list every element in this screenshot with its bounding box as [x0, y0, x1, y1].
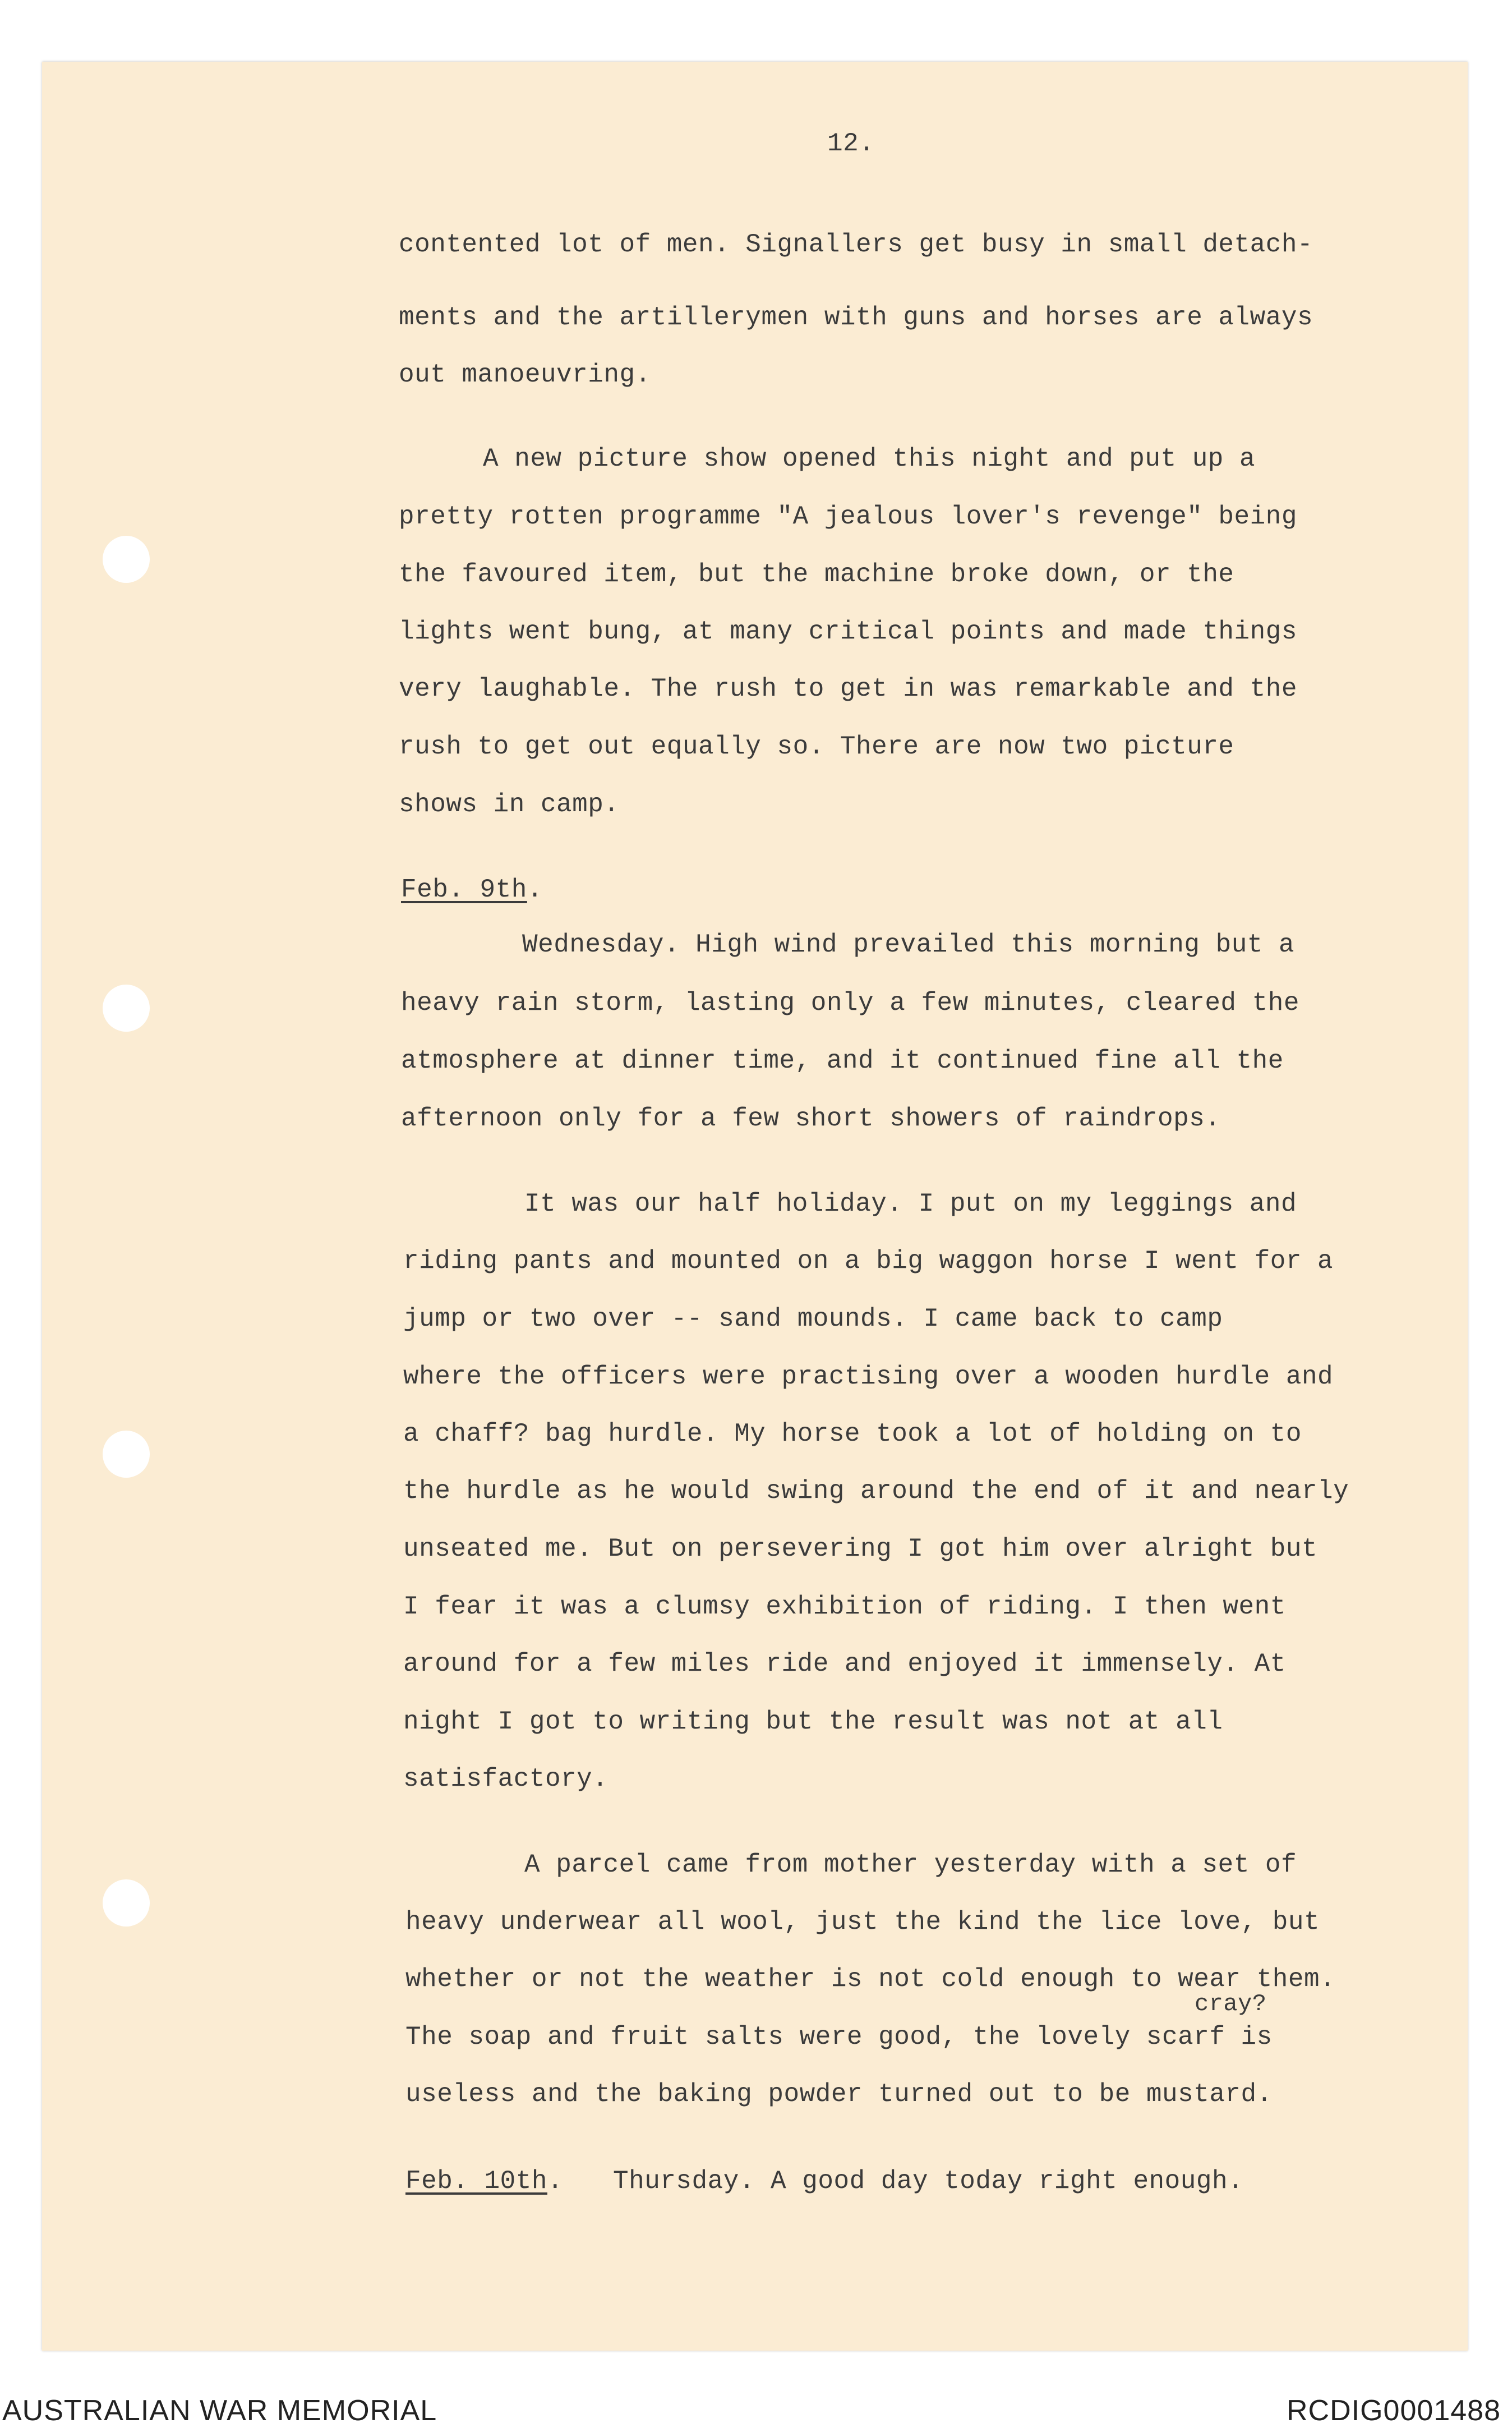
text-line: a chaff? bag hurdle. My horse took a lot of holding on to — [403, 1419, 1302, 1449]
record-id: RCDIG0001488 — [1287, 2394, 1501, 2427]
diary-date-heading: Feb. 10th. — [405, 2167, 564, 2196]
text-line: The soap and fruit salts were good, the lovely scarf is — [405, 2022, 1273, 2052]
text-line: around for a few miles ride and enjoyed it immensely. At — [403, 1649, 1286, 1679]
text-line: very laughable. The rush to get in was remarkable and the — [399, 674, 1297, 704]
text-line: whether or not the weather is not cold enough to wear them. — [405, 1965, 1336, 1994]
text-line: atmosphere at dinner time, and it continued fine all the — [401, 1046, 1284, 1075]
text-line: afternoon only for a few short showers of raindrops. — [401, 1104, 1221, 1133]
text-line: night I got to writing but the result was not at all — [403, 1707, 1223, 1736]
text-line: I fear it was a clumsy exhibition of riding. I then went — [403, 1592, 1286, 1621]
text-line: lights went bung, at many critical points and made things — [399, 617, 1297, 646]
text-line: pretty rotten programme "A jealous lover's revenge" being — [399, 502, 1297, 531]
text-line: ments and the artillerymen with guns and horses are always — [399, 303, 1313, 332]
diary-date-heading: Feb. 9th. — [401, 875, 543, 904]
punch-hole — [103, 985, 150, 1032]
text-line: the hurdle as he would swing around the end of it and nearly — [403, 1477, 1349, 1506]
text-line: jump or two over -- sand mounds. I came back to camp — [403, 1304, 1223, 1334]
punch-hole — [103, 1879, 150, 1927]
document-page — [42, 62, 1468, 2351]
text-line: A new picture show opened this night and put up a — [483, 444, 1256, 473]
text-line: contented lot of men. Signallers get busy in small detach- — [399, 230, 1313, 259]
text-line: where the officers were practising over a wooden hurdle and — [403, 1362, 1334, 1391]
text-line: satisfactory. — [403, 1764, 609, 1794]
archive-credit: AUSTRALIAN WAR MEMORIAL — [2, 2394, 437, 2427]
text-line: useless and the baking powder turned out to be mustard. — [405, 2080, 1273, 2109]
text-line: Wednesday. High wind prevailed this morning but a — [522, 930, 1295, 959]
punch-hole — [103, 536, 150, 583]
text-line: rush to get out equally so. There are now two picture — [399, 732, 1234, 761]
page-number: 12. — [827, 129, 875, 158]
text-line: the favoured item, but the machine broke down, or the — [399, 560, 1234, 589]
text-line: heavy underwear all wool, just the kind the lice love, but — [405, 1907, 1320, 1937]
text-line: Thursday. A good day today right enough. — [613, 2167, 1244, 2196]
text-line: heavy rain storm, lasting only a few minutes, cleared the — [401, 989, 1299, 1018]
text-line: riding pants and mounted on a big waggon horse I went for a — [403, 1247, 1334, 1276]
punch-hole — [103, 1431, 150, 1478]
text-line: It was our half holiday. I put on my leggings and — [524, 1189, 1297, 1219]
text-line: out manoeuvring. — [399, 360, 651, 389]
handwritten-annotation: cray? — [1195, 1990, 1267, 2017]
text-line: unseated me. But on persevering I got him over alright but — [403, 1534, 1318, 1564]
text-line: shows in camp. — [399, 790, 620, 819]
text-line: A parcel came from mother yesterday with a set of — [524, 1850, 1297, 1879]
